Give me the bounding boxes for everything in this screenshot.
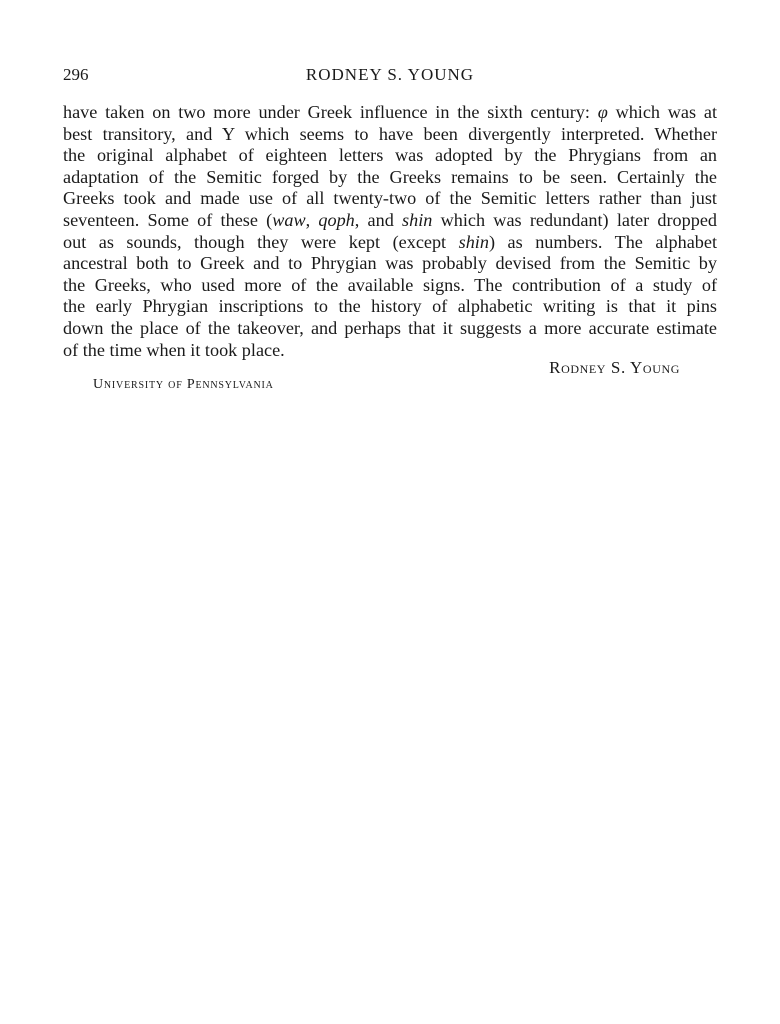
author-signature: Rodney S. Young	[549, 358, 680, 377]
text-line: down the place of the takeover, and perhaps that it suggests a more accurate estimate	[63, 317, 717, 338]
upsilon-glyph: Y	[221, 123, 235, 144]
text-line: seventeen. Some of these (waw, qoph, and shin which was redundant) later dropped	[63, 209, 717, 230]
running-head	[63, 64, 717, 86]
author-affiliation: University of Pennsylvania	[93, 377, 274, 392]
page-number: 296	[63, 65, 89, 84]
text-line: the Greeks, who used more of the available signs. The contribution of a study of	[63, 274, 717, 295]
italic-term: shin	[402, 209, 433, 230]
italic-term: shin	[458, 231, 489, 252]
text-line: out as sounds, though they were kept (except shin) as numbers. The alphabet	[63, 231, 717, 252]
phi-glyph: φ	[597, 102, 608, 122]
text-line: ancestral both to Greek and to Phrygian was probably devised from the Semitic by	[63, 253, 717, 274]
italic-term: waw	[272, 209, 306, 230]
body-paragraph	[63, 102, 717, 361]
text-line: adaptation of the Semitic forged by the Greeks remains to be seen. Certainly the	[63, 166, 717, 187]
text-line: the early Phrygian inscriptions to the history of alphabetic writing is that it pins	[63, 296, 717, 317]
text-line: best transitory, and Y which seems to have been divergently interpreted. Whether	[63, 123, 717, 144]
text-line: Greeks took and made use of all twenty-two of the Semitic letters rather than just	[63, 188, 717, 209]
text-line: have taken on two more under Greek influence in the sixth century: φ which was at	[63, 102, 717, 122]
text-line: the original alphabet of eighteen letters was adopted by the Phrygians from an	[63, 145, 717, 166]
italic-term: qoph	[318, 209, 355, 230]
running-title: RODNEY S. YOUNG	[305, 65, 475, 84]
text-line: of the time when it took place.	[63, 339, 285, 360]
